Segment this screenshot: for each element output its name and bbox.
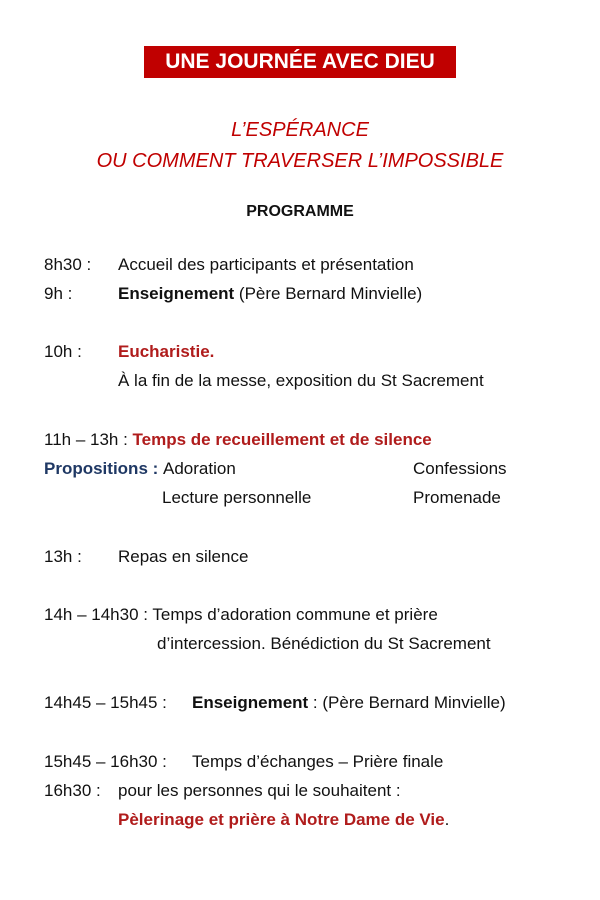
enseignement-label-2: Enseignement [192, 693, 309, 712]
activity-exposition: À la fin de la messe, exposition du St Sacrement [118, 371, 484, 390]
time-11h-13h: 11h – 13h : [44, 430, 133, 449]
activity-pelerinage-row [118, 809, 449, 831]
activity-enseignement-2 [192, 692, 506, 714]
time-14h-row [44, 604, 438, 626]
activity-eucharistie: Eucharistie. [118, 342, 215, 361]
subtitle-line-2: OU COMMENT TRAVERSER L’IMPOSSIBLE [96, 150, 504, 172]
propositions-row [44, 458, 236, 480]
page-title: UNE JOURNÉE AVEC DIEU [144, 46, 456, 78]
subtitle-line-1: L’ESPÉRANCE [231, 119, 369, 141]
programme-heading: PROGRAMME [246, 203, 354, 220]
enseignement-speaker: (Père Bernard Minvielle) [234, 284, 423, 303]
time-11h-13h-row [44, 429, 432, 451]
proposition-lecture: Lecture personnelle [162, 488, 312, 507]
time-9h: 9h : [44, 284, 73, 303]
activity-repas: Repas en silence [118, 547, 249, 566]
time-8h30: 8h30 : [44, 255, 92, 274]
activity-recueillement: Temps de recueillement et de silence [132, 430, 432, 449]
time-14h45-15h45: 14h45 – 15h45 : [44, 693, 167, 712]
time-16h30: 16h30 : [44, 781, 101, 800]
time-15h45-16h30: 15h45 – 16h30 : [44, 752, 167, 771]
proposition-promenade: Promenade [413, 488, 501, 507]
activity-accueil: Accueil des participants et présentation [118, 255, 414, 274]
enseignement-label: Enseignement [118, 284, 235, 303]
activity-echanges: Temps d’échanges – Prière finale [192, 752, 444, 771]
time-10h: 10h : [44, 342, 82, 361]
activity-intercession: d’intercession. Bénédiction du St Sacrement [157, 634, 491, 653]
proposition-adoration: Adoration [163, 459, 236, 478]
proposition-confessions: Confessions [413, 459, 507, 478]
activity-pelerinage: Pèlerinage et prière à Notre Dame de Vie [118, 810, 445, 829]
pelerinage-period: . [444, 810, 450, 829]
activity-adoration-commune: Temps d’adoration commune et prière [152, 605, 438, 624]
time-13h: 13h : [44, 547, 82, 566]
activity-pelerinage-intro: pour les personnes qui le souhaitent : [118, 781, 401, 800]
activity-enseignement-1 [118, 283, 422, 305]
enseignement-speaker-2: : (Père Bernard Minvielle) [308, 693, 506, 712]
time-14h-14h30: 14h – 14h30 : [44, 605, 153, 624]
propositions-label: Propositions : [44, 459, 163, 478]
